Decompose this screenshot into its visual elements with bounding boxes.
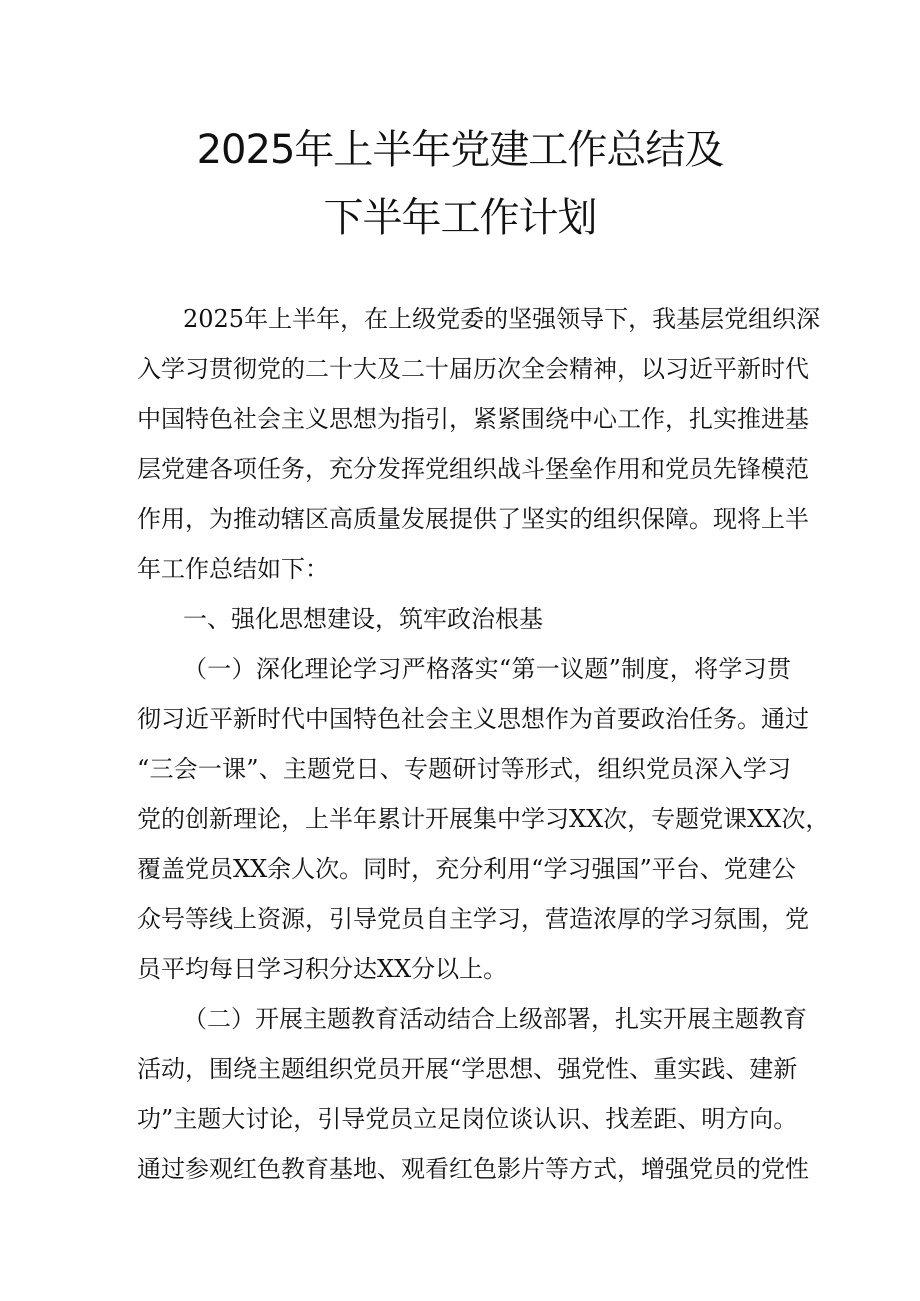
document-title-line-2: 下半年工作计划 — [323, 195, 597, 241]
paragraph-2-line-1: （一）深化理论学习严格落实“第一议题”制度，将学习贯 — [183, 655, 791, 683]
paragraph-2-line-2: 彻习近平新时代中国特色社会主义思想作为首要政治任务。通过 — [137, 705, 809, 733]
paragraph-2-line-3: “三会一课”、主题党日、专题研讨等形式，组织党员深入学习 — [137, 755, 791, 783]
paragraph-2-line-6: 众号等线上资源，引导党员自主学习，营造浓厚的学习氛围，党 — [137, 905, 809, 933]
paragraph-2-line-5: 覆盖党员XX余人次。同时，充分利用“学习强国”平台、党建公 — [137, 855, 796, 883]
document-title-line-1: 2025年上半年党建工作总结及 — [196, 127, 724, 173]
paragraph-2-line-7: 员平均每日学习积分达XX分以上。 — [137, 955, 508, 983]
paragraph-1-line-1: 2025年上半年，在上级党委的坚强领导下，我基层党组织深 — [183, 305, 821, 333]
paragraph-2-line-4: 党的创新理论，上半年累计开展集中学习XX次，专题党课XX次， — [137, 805, 830, 833]
paragraph-1-line-2: 入学习贯彻党的二十大及二十届历次全会精神，以习近平新时代 — [137, 355, 809, 383]
paragraph-3-line-2: 活动，围绕主题组织党员开展“学思想、强党性、重实践、建新 — [137, 1055, 798, 1083]
paragraph-3-line-1: （二）开展主题教育活动结合上级部署，扎实开展主题教育 — [183, 1005, 807, 1033]
paragraph-3-line-4: 通过参观红色教育基地、观看红色影片等方式，增强党员的党性 — [137, 1155, 809, 1183]
paragraph-1-line-5: 作用，为推动辖区高质量发展提供了坚实的组织保障。现将上半 — [137, 505, 809, 533]
paragraph-1-line-3: 中国特色社会主义思想为指引，紧紧围绕中心工作，扎实推进基 — [137, 405, 809, 433]
section-heading-1: 一、强化思想建设，筑牢政治根基 — [183, 605, 543, 633]
paragraph-1-line-4: 层党建各项任务，充分发挥党组织战斗堡垒作用和党员先锋模范 — [137, 455, 809, 483]
paragraph-1-line-6: 年工作总结如下： — [137, 555, 329, 583]
paragraph-3-line-3: 功”主题大讨论，引导党员立足岗位谈认识、找差距、明方向。 — [137, 1105, 798, 1133]
